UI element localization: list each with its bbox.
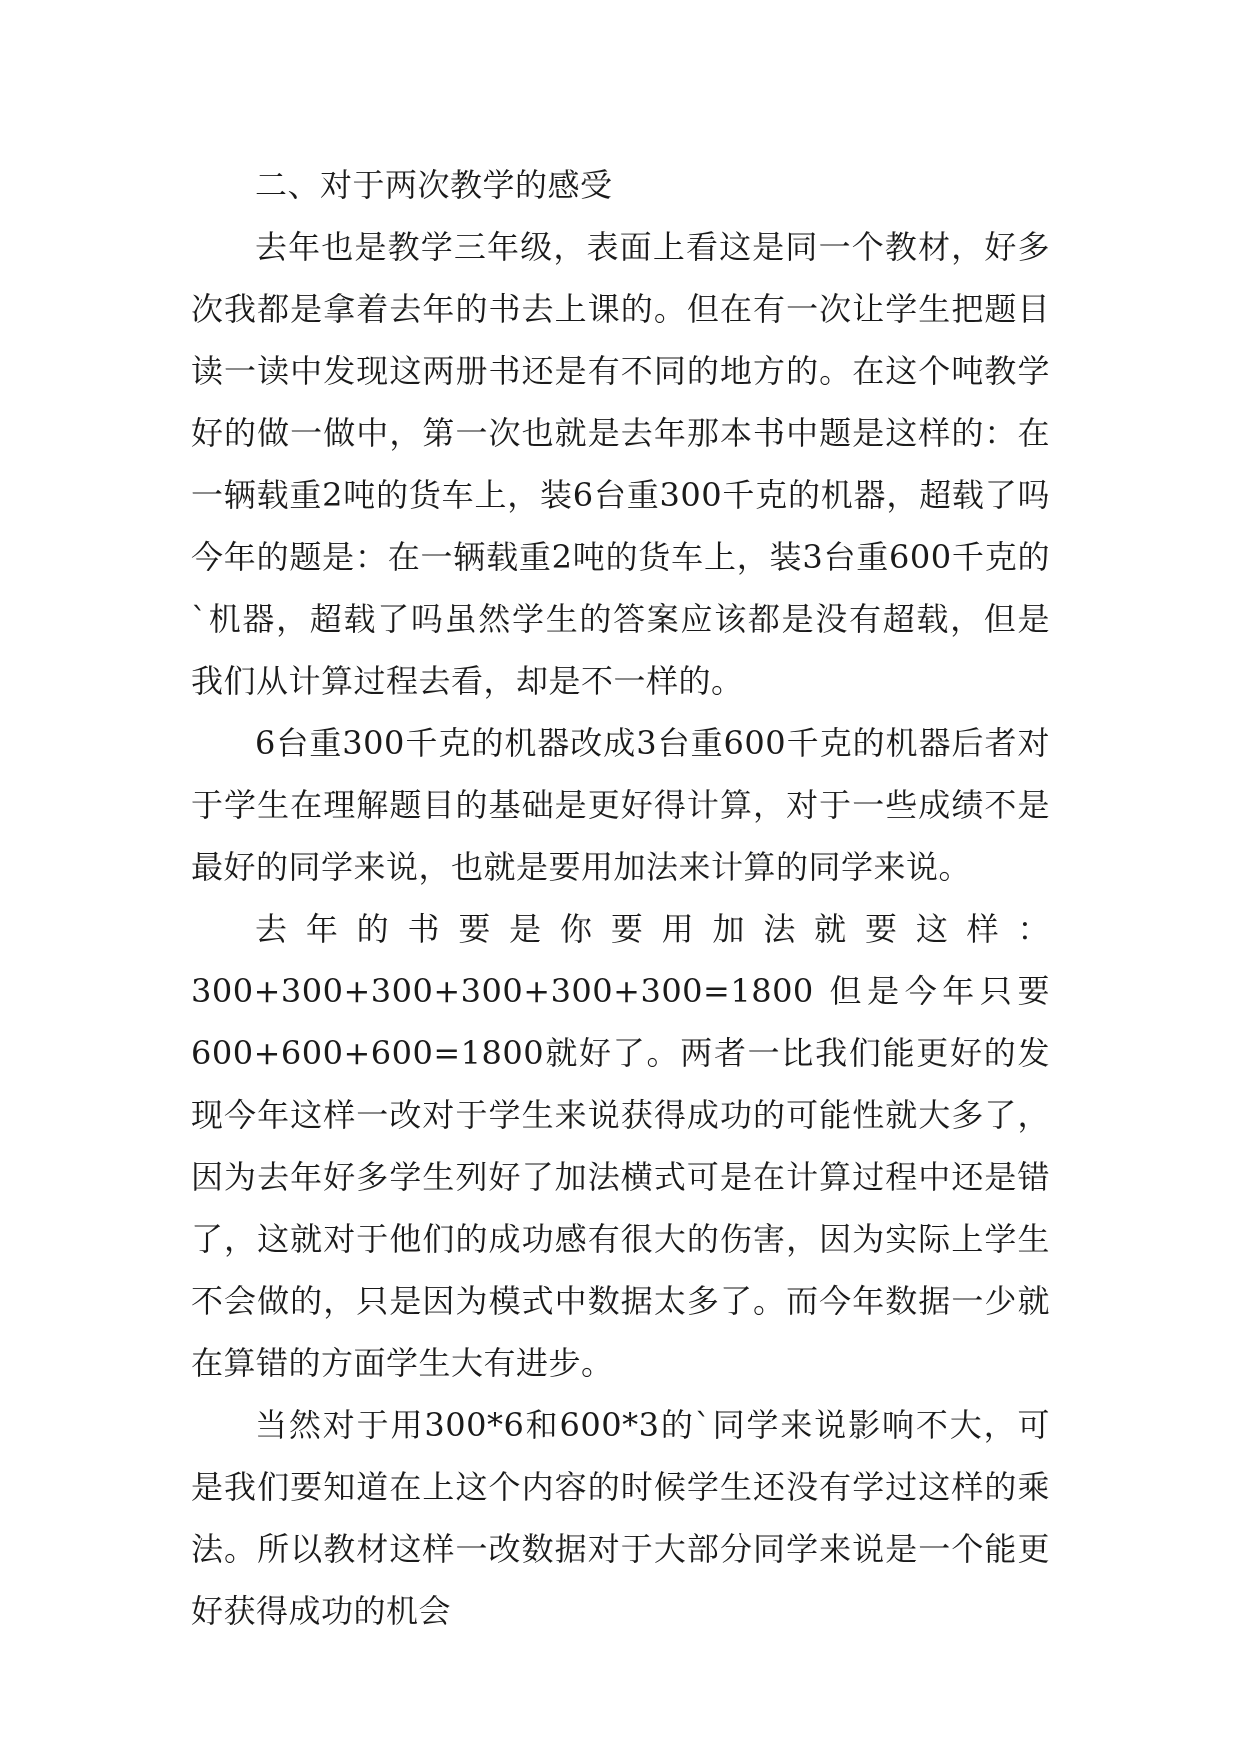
document-body bbox=[191, 154, 1050, 1642]
paragraph-3: 去年的书要是你要用加法就要这样：300+300+300+300+300+300=1800 但是今年只要600+600+600=1800就好了。两者一比我们能更好的发现今年这样一改对于学生来说获得成功的可能性就大多了，因为去年好多学生列好了加法横式可是在计算过程中还是错了，这就对于他们的成功感有很大的伤害，因为实际上学生不会做的，只是因为模式中数据太多了。而今年数据一少就在算错的方面学生大有进步。 bbox=[191, 910, 1050, 1382]
paragraph-2: 6台重300千克的机器改成3台重600千克的机器后者对于学生在理解题目的基础是更好得计算，对于一些成绩不是最好的同学来说，也就是要用加法来计算的同学来说。 bbox=[191, 724, 1050, 886]
paragraph-1: 去年也是教学三年级，表面上看这是同一个教材，好多次我都是拿着去年的书去上课的。但在有一次让学生把题目读一读中发现这两册书还是有不同的地方的。在这个吨教学好的做一做中，第一次也就是去年那本书中题是这样的：在一辆载重2吨的货车上，装6台重300千克的机器，超载了吗今年的题是：在一辆载重2吨的货车上，装3台重600千克的`机器，超载了吗虽然学生的答案应该都是没有超载，但是我们从计算过程去看，却是不一样的。 bbox=[191, 228, 1050, 700]
paragraph-4: 当然对于用300*6和600*3的`同学来说影响不大，可是我们要知道在上这个内容的时候学生还没有学过这样的乘法。所以教材这样一改数据对于大部分同学来说是一个能更好获得成功的机会 bbox=[191, 1406, 1050, 1630]
section-heading: 二、对于两次教学的感受 bbox=[255, 166, 613, 204]
